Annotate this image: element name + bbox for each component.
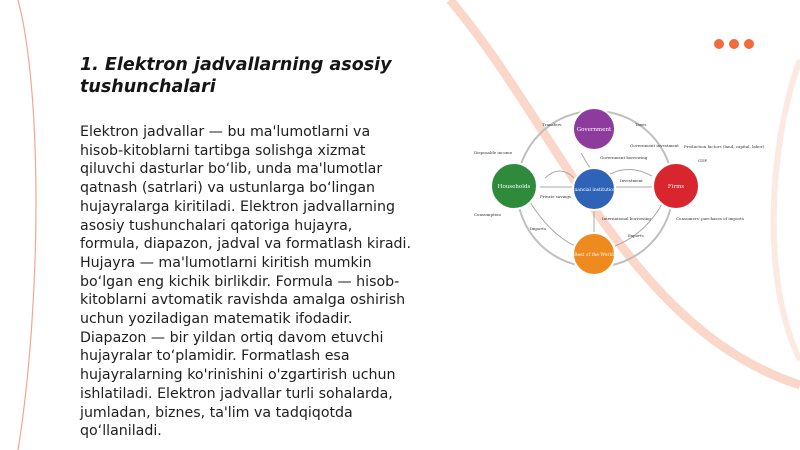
flow-label: Production factors (land, capital, labor)	[684, 144, 765, 149]
flow-label: Exports	[628, 233, 644, 238]
node-label: Firms	[667, 184, 685, 190]
flow-label: Imports	[530, 226, 546, 231]
flow-label: Government borrowing	[600, 155, 648, 160]
flow-label: Consumption	[474, 212, 501, 217]
slide-body-text: Elektron jadvallar — bu ma'lumotlarni va hisob-kitoblarni tartibga solishga xizmat qiluvchi dasturlar bo‘lib, unda ma'lumotlar qatnash (satrlari) va ustunlarga bo‘lingan hujayralarga kiritiladi. Elektron jadvallarning asosiy tushunchalari qatoriga hujayra, formula, diapazon, jadval va formatlash kiradi. Hujayra — ma'lumotlarni kiritish mumkin bo‘lgan eng kichik birlikdir. Formula — hisob-kitoblarni avtomatik ravishda amalga oshirish uchun yoziladigan matematik ifodadir. Diapazon — bir yildan ortiq davom etuvchi hujayralar to‘plamidir. Formatlash esa hujayralarning ko'rinishini o'zgartirish uchun ishlatiladi. Elektron jadvallar turli sohalarda, jumladan, biznes, ta'lim va tadqiqotda qo‘llaniladi.	[80, 124, 411, 440]
node-firms	[653, 163, 699, 209]
node-financial-institutions	[570, 168, 619, 210]
flow-label: Disposable income	[474, 150, 513, 155]
node-government	[573, 108, 615, 150]
economy-flow-diagram	[470, 104, 765, 294]
flow-label: Consumers' purchases of imports	[676, 216, 744, 221]
node-rest-of-world	[573, 233, 615, 275]
node-households	[491, 163, 537, 209]
flow-label: Government investment	[630, 143, 679, 148]
flow-label: Taxes	[635, 122, 647, 127]
dot	[729, 39, 739, 49]
dot	[714, 39, 724, 49]
dot	[744, 39, 754, 49]
flow-label: Investment	[620, 178, 643, 183]
node-label: Households	[497, 184, 531, 190]
flow-label: GDP	[698, 158, 708, 163]
more-dots-icon[interactable]	[714, 39, 754, 49]
flow-label: Private savings	[540, 194, 571, 199]
node-label: Government	[576, 127, 612, 133]
flow-label: International borrowing	[602, 216, 651, 221]
node-label: Rest of the World	[574, 253, 614, 258]
flow-label: Transfers	[542, 122, 562, 127]
slide-title: 1. Elektron jadvallarning asosiy tushunchalari	[80, 55, 392, 97]
node-label: Financial institutions	[569, 188, 619, 193]
